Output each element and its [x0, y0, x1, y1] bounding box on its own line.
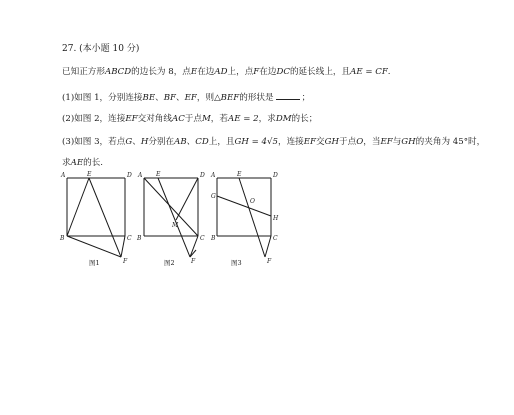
answer-blank[interactable]: [276, 91, 300, 100]
label-f: F: [123, 258, 128, 265]
label-c: C: [127, 235, 132, 242]
label-h: H: [273, 215, 279, 222]
figure-1-diagram: [58, 172, 138, 264]
label-f: F: [191, 258, 196, 265]
label-d: D: [200, 172, 205, 179]
problem-stem: 已知正方形ABCD的边长为 8，点E在边AD上，点F在边DC的延长线上，且AE = CF.: [62, 67, 391, 77]
segment-ef: [239, 178, 265, 257]
segment-ef: [158, 178, 190, 257]
label-a: A: [211, 172, 216, 179]
label-c: C: [200, 235, 205, 242]
segment-cf: [265, 236, 271, 257]
question-part-1: (1)如图 1，分别连接BE、BF、EF，则△BEF的形状是 ；: [62, 93, 311, 103]
question-part-3-continued: 求AE的长.: [62, 158, 104, 168]
label-e: E: [87, 171, 92, 178]
label-a: A: [61, 172, 66, 179]
segment-bf: [67, 236, 121, 257]
segment-be: [67, 178, 89, 236]
label-c: C: [273, 235, 278, 242]
extension-cf: [121, 236, 125, 257]
problem-title: 27. (本小题 10 分): [62, 44, 140, 54]
question-part-2: (2)如图 2，连接EF交对角线AC于点M，若AE = 2，求DM的长；: [62, 114, 318, 124]
figure-2-caption: 图2: [164, 259, 175, 267]
segment-ef: [89, 178, 121, 257]
label-d: D: [273, 172, 278, 179]
label-b: B: [211, 235, 216, 242]
diagonal-ac: [144, 178, 198, 236]
figure-3-diagram: [211, 172, 291, 264]
label-b: B: [60, 235, 65, 242]
question-part-3: (3)如图 3，若点G、H分别在AB、CD上，且GH = 4√5，连接EF交GH于点O，当EF与GH的夹角为 45°时，: [62, 137, 486, 147]
label-b: B: [137, 235, 142, 242]
figure-1-caption: 图1: [89, 259, 100, 267]
label-f: F: [267, 258, 272, 265]
label-g: G: [211, 193, 216, 200]
label-a: A: [138, 172, 143, 179]
label-o: O: [250, 198, 255, 205]
segment-cf: [190, 236, 198, 257]
figure-3-caption: 图3: [231, 259, 242, 267]
label-e: E: [237, 171, 242, 178]
segment-dm: [176, 178, 198, 220]
label-m: M: [172, 222, 179, 229]
figure-2-diagram: [136, 172, 216, 264]
segment-gh: [217, 196, 271, 216]
label-d: D: [127, 172, 132, 179]
label-e: E: [156, 171, 161, 178]
